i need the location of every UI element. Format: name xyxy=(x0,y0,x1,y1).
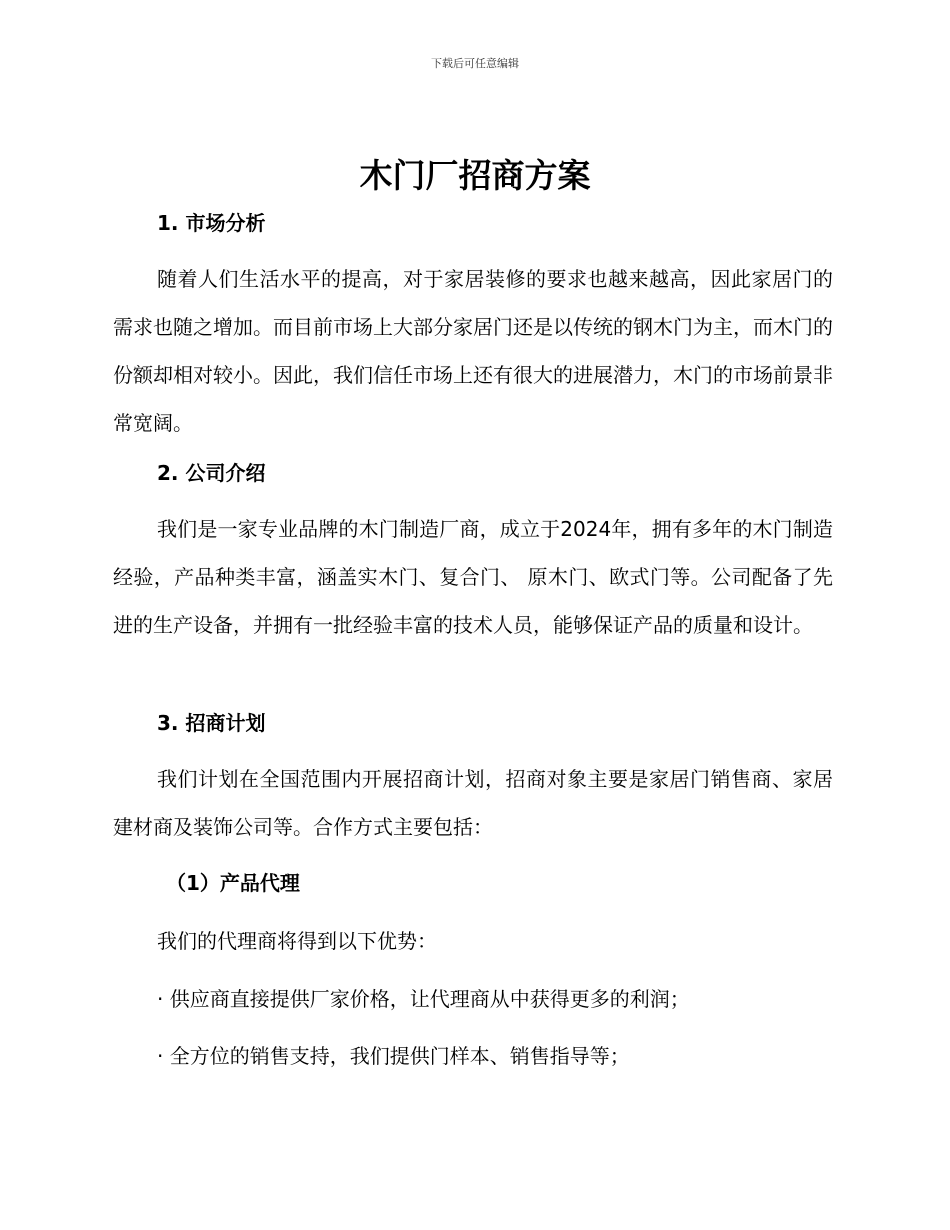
paragraph-investment-plan: 我们计划在全国范围内开展招商计划，招商对象主要是家居门销售商、家居建材商及装饰公司等。合作方式主要包括： xyxy=(113,767,833,839)
paragraph-market-analysis: 随着人们生活水平的提高，对于家居装修的要求也越来越高，因此家居门的需求也随之增加。而目前市场上大部分家居门还是以传统的钢木门为主，而木门的份额却相对较小。因此，我们信任市场上还有很大的进展潜力，木门的市场前景非常宽阔。 xyxy=(113,267,833,435)
bullet-item: · 供应商直接提供厂家价格，让代理商从中获得更多的利润； xyxy=(157,987,690,1011)
section-heading-market-analysis: 1. 市场分析 xyxy=(157,211,266,235)
subsection-heading-product-agency: （1）产品代理 xyxy=(166,871,300,895)
section-heading-investment-plan: 3. 招商计划 xyxy=(157,711,266,735)
header-note: 下载后可任意编辑 xyxy=(431,57,519,70)
bullet-item: · 全方位的销售支持，我们提供门样本、销售指导等； xyxy=(157,1044,630,1068)
subsection-intro: 我们的代理商将得到以下优势： xyxy=(157,929,437,953)
section-heading-company-intro: 2. 公司介绍 xyxy=(157,461,266,485)
document-title: 木门厂招商方案 xyxy=(359,156,591,195)
paragraph-company-intro: 我们是一家专业品牌的木门制造厂商，成立于2024年，拥有多年的木门制造经验，产品种类丰富，涵盖实木门、复合门、 原木门、欧式门等。公司配备了先进的生产设备，并拥有一批经验丰富的技术人员，能够保证产品的质量和设计。 xyxy=(113,517,833,637)
